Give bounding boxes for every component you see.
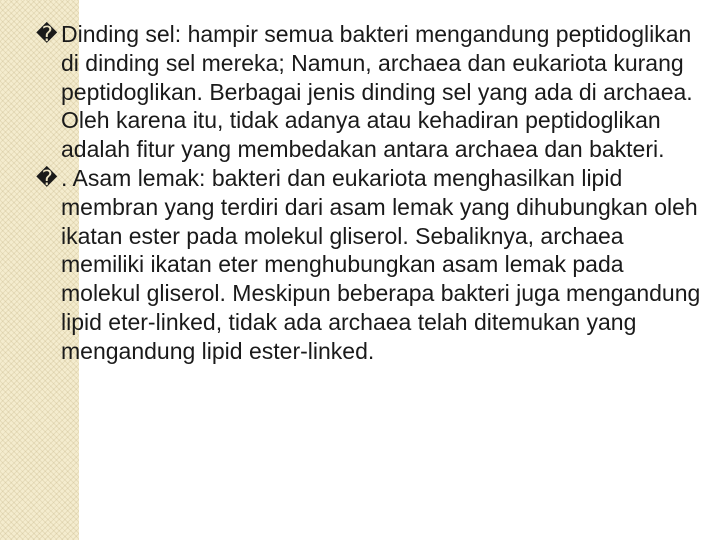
bullet-icon: � bbox=[36, 22, 58, 46]
slide-body bbox=[36, 20, 704, 366]
paragraph-text: Dinding sel: hampir semua bakteri mengandung peptidoglikan di dinding sel mereka; Namun, archaea dan eukariota kurang peptidoglikan. Berbagai jenis dinding sel yang ada di archaea. Oleh karena itu, tidak adanya atau kehadiran peptidoglikan adalah fitur yang membedakan antara archaea dan bakteri. bbox=[61, 21, 693, 163]
bullet-icon: � bbox=[36, 165, 58, 190]
paragraph-text: . Asam lemak: bakteri dan eukariota menghasilkan lipid membran yang terdiri dari asam lemak yang dihubungkan oleh ikatan ester pada molekul gliserol. Sebaliknya, archaea memiliki ikatan eter menghubungkan asam lemak pada molekul gliserol. Meskipun beberapa bakteri juga mengandung lipid eter-linked, tidak ada archaea telah ditemukan yang mengandung lipid ester-linked. bbox=[61, 164, 701, 364]
paragraph-fatty-acids bbox=[36, 164, 704, 366]
paragraph-cell-wall bbox=[36, 20, 704, 164]
